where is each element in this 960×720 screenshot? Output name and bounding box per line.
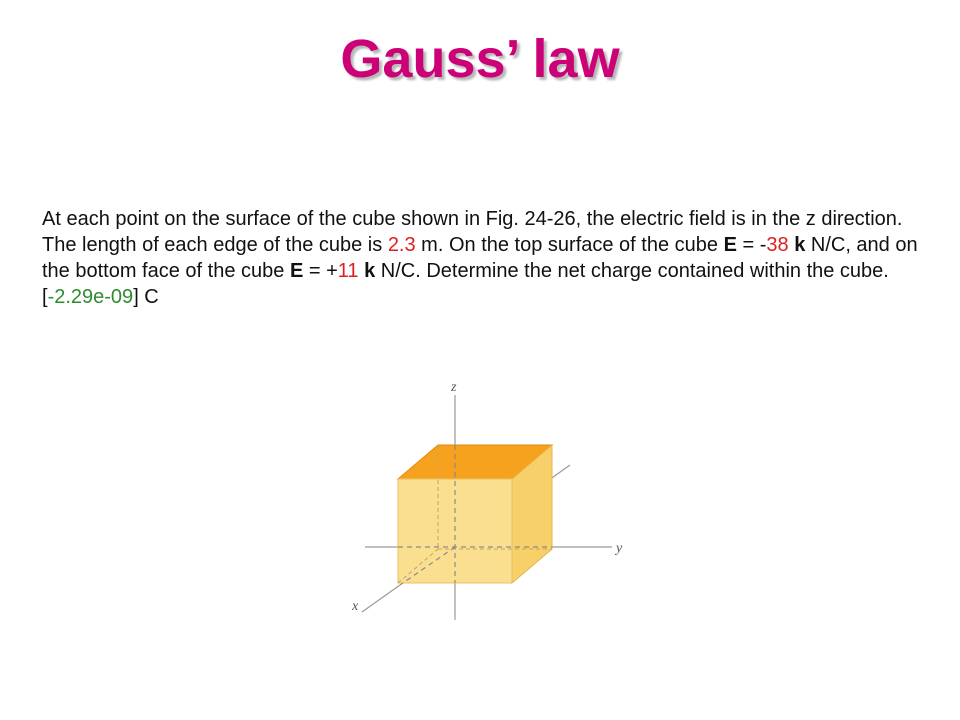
unit-vector-k: k (364, 260, 376, 282)
field-symbol: E (289, 260, 304, 282)
x-axis-label: x (352, 599, 359, 614)
answer-value: -2.29e-09 (47, 286, 134, 308)
edge-length-value: 2.3 (387, 234, 416, 256)
problem-text-part: m. On the top surface of the cube (415, 234, 724, 256)
field-symbol: E (723, 234, 737, 256)
problem-text (42, 206, 927, 310)
top-field-value: 38 (766, 234, 789, 256)
slide-title: Gauss’ law (340, 29, 620, 89)
problem-text-part: N/C. Determine the net charge contained within the cube. (375, 260, 889, 282)
answer-bracket-open: [ (42, 286, 48, 308)
y-axis-label: y (616, 541, 623, 556)
problem-text-part: N/C, and on the bottom face of the cube (42, 234, 918, 282)
x-axis-line (362, 585, 400, 612)
answer-unit: C (138, 286, 159, 308)
answer-bracket-close: ] (133, 286, 139, 308)
z-axis-label: z (451, 380, 457, 395)
problem-text-part: At each point on the surface of the cube shown in Fig. 24-26, the electric field is in the z direction. The length of each edge of the cube is (42, 208, 903, 256)
cube-figure (340, 375, 640, 635)
bottom-field-value: 11 (337, 260, 359, 282)
unit-vector-k: k (794, 234, 806, 256)
problem-text-part: = - (736, 234, 767, 256)
problem-text-part: = + (303, 260, 338, 282)
